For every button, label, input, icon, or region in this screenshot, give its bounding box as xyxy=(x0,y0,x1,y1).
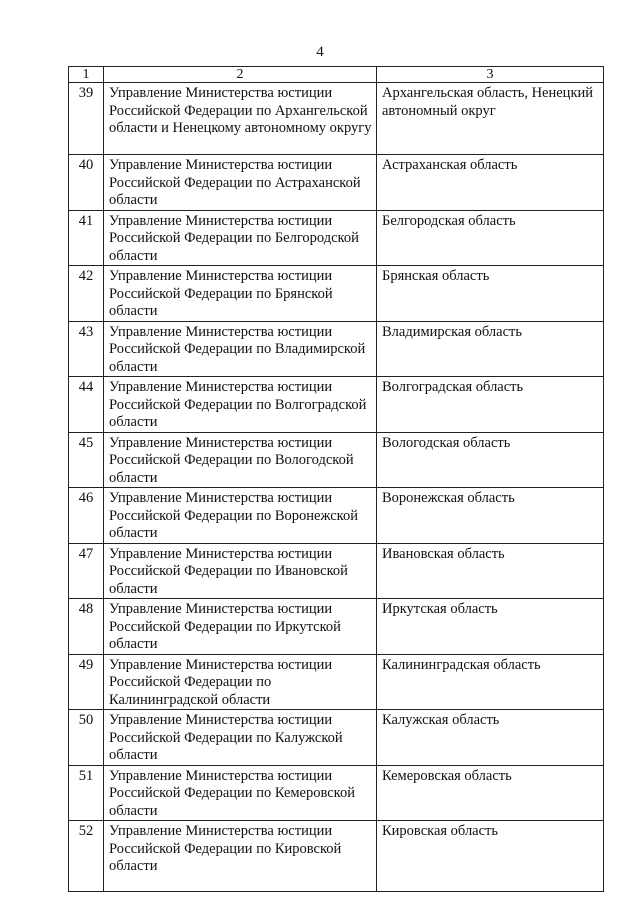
organization-name: Управление Министерства юстиции Российской Федерации по Архангельской области и Ненецкому автономному округу xyxy=(104,83,377,155)
table-row xyxy=(69,377,604,433)
organization-name: Управление Министерства юстиции Российской Федерации по Калужской области xyxy=(104,710,377,766)
row-number: 41 xyxy=(69,210,104,266)
region-name: Кировская область xyxy=(377,821,604,892)
organization-name: Управление Министерства юстиции Российской Федерации по Кемеровской области xyxy=(104,765,377,821)
page-number: 4 xyxy=(316,44,324,60)
row-number: 51 xyxy=(69,765,104,821)
table-row xyxy=(69,543,604,599)
table-row xyxy=(69,599,604,655)
organization-name: Управление Министерства юстиции Российской Федерации по Кировской области xyxy=(104,821,377,892)
organization-name: Управление Министерства юстиции Российской Федерации по Калининградской области xyxy=(104,654,377,710)
regions-table xyxy=(68,66,604,892)
table-header-row xyxy=(69,67,604,83)
row-number: 42 xyxy=(69,266,104,322)
region-name: Брянская область xyxy=(377,266,604,322)
organization-name: Управление Министерства юстиции Российской Федерации по Астраханской области xyxy=(104,155,377,211)
table-row xyxy=(69,155,604,211)
organization-name: Управление Министерства юстиции Российской Федерации по Воронежской области xyxy=(104,488,377,544)
row-number: 47 xyxy=(69,543,104,599)
organization-name: Управление Министерства юстиции Российской Федерации по Брянской области xyxy=(104,266,377,322)
organization-name: Управление Министерства юстиции Российской Федерации по Белгородской области xyxy=(104,210,377,266)
region-name: Вологодская область xyxy=(377,432,604,488)
region-name: Калининградская область xyxy=(377,654,604,710)
table-row xyxy=(69,321,604,377)
organization-name: Управление Министерства юстиции Российской Федерации по Волгоградской области xyxy=(104,377,377,433)
table-row xyxy=(69,821,604,892)
region-name: Астраханская область xyxy=(377,155,604,211)
organization-name: Управление Министерства юстиции Российской Федерации по Владимирской области xyxy=(104,321,377,377)
row-number: 49 xyxy=(69,654,104,710)
row-number: 48 xyxy=(69,599,104,655)
region-name: Воронежская область xyxy=(377,488,604,544)
table-row xyxy=(69,432,604,488)
region-name: Калужская область xyxy=(377,710,604,766)
column-header-region: 3 xyxy=(377,67,604,83)
region-name: Белгородская область xyxy=(377,210,604,266)
region-name: Владимирская область xyxy=(377,321,604,377)
row-number: 50 xyxy=(69,710,104,766)
column-header-organization: 2 xyxy=(104,67,377,83)
row-number: 45 xyxy=(69,432,104,488)
row-number: 44 xyxy=(69,377,104,433)
row-number: 40 xyxy=(69,155,104,211)
table-row xyxy=(69,488,604,544)
table-row xyxy=(69,765,604,821)
row-number: 43 xyxy=(69,321,104,377)
table-row xyxy=(69,710,604,766)
row-number: 39 xyxy=(69,83,104,155)
row-number: 46 xyxy=(69,488,104,544)
row-number: 52 xyxy=(69,821,104,892)
organization-name: Управление Министерства юстиции Российской Федерации по Иркутской области xyxy=(104,599,377,655)
region-name: Иркутская область xyxy=(377,599,604,655)
organization-name: Управление Министерства юстиции Российской Федерации по Вологодской области xyxy=(104,432,377,488)
region-name: Кемеровская область xyxy=(377,765,604,821)
organization-name: Управление Министерства юстиции Российской Федерации по Ивановской области xyxy=(104,543,377,599)
table-row xyxy=(69,210,604,266)
table-row xyxy=(69,266,604,322)
region-name: Волгоградская область xyxy=(377,377,604,433)
column-header-number: 1 xyxy=(69,67,104,83)
region-name: Архангельская область, Ненецкий автономный округ xyxy=(377,83,604,155)
region-name: Ивановская область xyxy=(377,543,604,599)
table-row xyxy=(69,83,604,155)
table-row xyxy=(69,654,604,710)
